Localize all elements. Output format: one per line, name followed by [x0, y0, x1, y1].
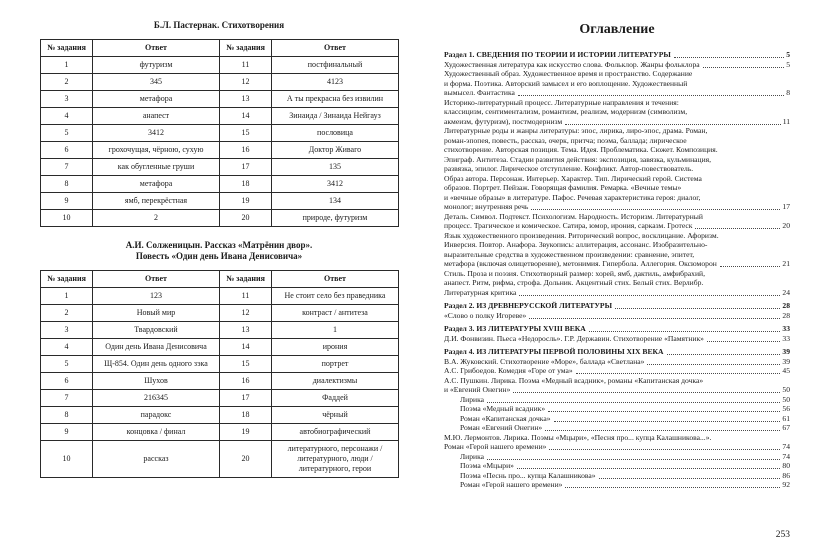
toc-text: процесс. Трагическое и комическое. Сатира, юмор, ирония, сарказм. Гротеск [444, 221, 693, 230]
answer-cell: 216345 [93, 390, 220, 407]
table-row [41, 441, 399, 478]
task-number-cell: 17 [220, 158, 272, 175]
table-row [41, 73, 399, 90]
dot-leader [519, 295, 780, 296]
toc-text: Роман «Герой нашего времени» [460, 480, 563, 489]
toc-entry [444, 357, 790, 367]
toc-entry [444, 334, 790, 344]
answer-cell: портрет [272, 356, 399, 373]
answer-cell: парадокс [93, 407, 220, 424]
toc-text: Раздел 4. ИЗ ЛИТЕРАТУРЫ ПЕРВОЙ ПОЛОВИНЫ XIX ВЕКА [444, 347, 664, 356]
dot-leader [565, 487, 780, 488]
toc-text: «Слово о полку Игореве» [444, 310, 527, 320]
toc-page-ref: 56 [782, 404, 790, 413]
answers-table [40, 39, 399, 227]
answer-cell: литературного, персонажи / литературного, люди / литературного, герои [272, 441, 399, 478]
toc-line: стихотворение. Авторская позиция. Тема. Идея. Проблематика. Сюжет. Композиция. [444, 145, 718, 154]
dot-leader [674, 57, 784, 58]
task-number-cell: 6 [41, 141, 93, 158]
toc-text: Роман «Евгений Онегин» [460, 423, 543, 432]
task-number-cell: 9 [41, 192, 93, 209]
toc-page-ref: 11 [782, 116, 790, 126]
toc-entry [444, 376, 790, 395]
table-row [41, 175, 399, 192]
toc-page-ref: 24 [782, 287, 790, 297]
toc-entry [444, 98, 790, 127]
answer-cell: контраст / антитеза [272, 305, 399, 322]
answer-cell: 123 [93, 288, 220, 305]
answer-cell: 4123 [272, 73, 399, 90]
task-number-cell: 11 [220, 288, 272, 305]
task-number-cell: 14 [220, 107, 272, 124]
toc-text: Поэма «Песнь про... купца Калашникова» [460, 470, 596, 480]
toc-page-ref: 5 [786, 50, 790, 59]
column-header: № задания [220, 271, 272, 288]
dot-leader [565, 124, 780, 125]
answer-cell: 3412 [93, 124, 220, 141]
toc-page-ref: 74 [782, 442, 790, 451]
task-number-cell: 20 [220, 209, 272, 226]
toc-entry [444, 414, 790, 424]
table-row [41, 192, 399, 209]
answer-cell: природе, футуризм [272, 209, 399, 226]
dot-leader [529, 318, 780, 319]
answer-cell: Зинаида / Зинаида Нейгауз [272, 107, 399, 124]
toc-entry [444, 126, 790, 212]
toc-text: Поэма «Мцыри» [460, 461, 514, 470]
task-number-cell: 18 [220, 407, 272, 424]
column-header: Ответ [93, 39, 220, 56]
answer-cell: концовка / финал [93, 424, 220, 441]
dot-leader [599, 478, 781, 479]
task-number-cell: 12 [220, 305, 272, 322]
toc-page-ref: 50 [782, 385, 790, 394]
table-title [40, 240, 398, 263]
toc-line [444, 117, 790, 127]
table-row [41, 424, 399, 441]
task-number-cell: 17 [220, 390, 272, 407]
answer-cell: пословица [272, 124, 399, 141]
toc-line [444, 442, 790, 452]
toc-line [444, 395, 790, 405]
task-number-cell: 4 [41, 107, 93, 124]
table-row [41, 356, 399, 373]
answer-table-block [40, 240, 398, 478]
task-number-cell: 14 [220, 339, 272, 356]
answer-cell: 2 [93, 209, 220, 226]
table-row [41, 107, 399, 124]
dot-leader [695, 228, 780, 229]
toc-text: Раздел 1. СВЕДЕНИЯ ПО ТЕОРИИ И ИСТОРИИ ЛИТЕРАТУРЫ [444, 50, 671, 59]
toc-line: классицизм, сентиментализм, романтизм, реализм, модернизм (символизм, [444, 107, 688, 116]
dot-leader [549, 449, 780, 450]
toc-page-ref: 33 [782, 333, 790, 343]
table-row [41, 158, 399, 175]
toc-line: и «вечные образы» в литературе. Пафос. Речевая характеристика героя: диалог, [444, 192, 701, 202]
table-head [41, 39, 399, 56]
task-number-cell: 3 [41, 90, 93, 107]
table-title [40, 20, 398, 32]
column-header: № задания [220, 39, 272, 56]
dot-leader [545, 430, 780, 431]
toc-page-ref: 21 [782, 259, 790, 268]
answer-cell: ямб, перекрёстная [93, 192, 220, 209]
answer-cell: ирония [272, 339, 399, 356]
task-number-cell: 15 [220, 356, 272, 373]
toc-entry [444, 404, 790, 414]
toc-page-ref: 28 [782, 301, 790, 310]
toc-line [444, 50, 790, 60]
toc-entry [444, 423, 790, 433]
task-number-cell: 7 [41, 390, 93, 407]
toc-line: и форма. Поэтика. Авторский замысел и его воплощение. Художественный [444, 78, 688, 88]
toc-text: вымысел. Фантастика [444, 88, 515, 97]
toc-line [444, 385, 790, 395]
table-row [41, 288, 399, 305]
toc-line: Литературные роды и жанры литературы: эпос, лирика, лиро-эпос, драма. Роман, [444, 126, 708, 135]
table-row [41, 141, 399, 158]
task-number-cell: 11 [220, 56, 272, 73]
toc-line [444, 452, 790, 462]
toc-page-ref: 39 [782, 347, 790, 356]
toc-line [444, 259, 790, 269]
toc-text: и «Евгений Онегин» [444, 385, 511, 394]
toc-page-ref: 45 [782, 366, 790, 375]
toc-entry [444, 395, 790, 405]
task-number-cell: 5 [41, 124, 93, 141]
toc-entry [444, 311, 790, 321]
answer-cell: футуризм [93, 56, 220, 73]
dot-leader [531, 209, 780, 210]
answer-cell: Шухов [93, 373, 220, 390]
table-title-line: Повесть «Один день Ивана Денисовича» [135, 251, 303, 262]
toc-text: В.А. Жуковский. Стихотворение «Море», баллада «Светлана» [444, 356, 645, 366]
toc-line [444, 288, 790, 298]
answer-cell: автобиографический [272, 424, 399, 441]
column-header: № задания [41, 39, 93, 56]
task-number-cell: 19 [220, 424, 272, 441]
task-number-cell: 7 [41, 158, 93, 175]
toc-line: роман-эпопея, повесть, рассказ, очерк, притча; поэма, баллада; лирическое [444, 135, 687, 145]
toc-text: Поэма «Медный всадник» [460, 404, 546, 413]
toc-page-ref: 50 [782, 394, 790, 404]
task-number-cell: 8 [41, 407, 93, 424]
task-number-cell: 16 [220, 141, 272, 158]
toc-text: А.С. Грибоедов. Комедия «Горе от ума» [444, 366, 573, 375]
task-number-cell: 9 [41, 424, 93, 441]
answer-cell: 345 [93, 73, 220, 90]
toc-entry [444, 471, 790, 481]
dot-leader [487, 402, 780, 403]
toc-entry [444, 347, 790, 357]
dot-leader [576, 373, 781, 374]
task-number-cell: 2 [41, 305, 93, 322]
toc-line [444, 480, 790, 490]
toc-page-ref: 80 [782, 461, 790, 470]
toc-line [444, 423, 790, 433]
toc-line [444, 324, 790, 334]
toc-text: Роман «Герой нашего времени» [444, 442, 547, 451]
toc-page-ref: 92 [782, 480, 790, 489]
answer-cell: как обугленные груши [93, 158, 220, 175]
answer-cell: 3412 [272, 175, 399, 192]
toc-page-ref: 5 [786, 59, 790, 69]
task-number-cell: 6 [41, 373, 93, 390]
toc-line: М.Ю. Лермонтов. Лирика. Поэмы «Мцыри», «Песня про... купца Калашникова...». [444, 432, 712, 442]
task-number-cell: 16 [220, 373, 272, 390]
toc-line: выразительные средства в художественном произведении: сравнение, эпитет, [444, 249, 695, 259]
toc-text: Лирика [460, 451, 485, 461]
table-row [41, 407, 399, 424]
table-head [41, 271, 399, 288]
toc-line [444, 301, 790, 311]
answer-cell: Не стоит село без праведника [272, 288, 399, 305]
task-number-cell: 13 [220, 322, 272, 339]
toc-page-ref: 86 [782, 470, 790, 480]
answer-cell: грохочущая, чёрною, сухую [93, 141, 220, 158]
task-number-cell: 5 [41, 356, 93, 373]
toc-line: Язык художественного произведения. Риторический вопрос, восклицание. Афоризм. [444, 230, 719, 240]
toc-page-ref: 28 [782, 310, 790, 320]
task-number-cell: 4 [41, 339, 93, 356]
page-number: 253 [775, 530, 790, 540]
dot-leader [703, 67, 785, 68]
column-header: Ответ [93, 271, 220, 288]
toc-line [444, 366, 790, 376]
table-row [41, 305, 399, 322]
toc-line: Инверсия. Повтор. Анафора. Звукопись: аллитерация, ассонанс. Изобразительно- [444, 240, 708, 249]
dot-leader [517, 468, 780, 469]
toc-line [444, 471, 790, 481]
toc-line [444, 414, 790, 424]
answer-cell: метафора [93, 175, 220, 192]
toc-text: Художественная литература как искусство слова. Фольклор. Жанры фольклора [444, 59, 700, 69]
task-number-cell: 3 [41, 322, 93, 339]
table-title-line: Б.Л. Пастернак. Стихотворения [153, 20, 285, 30]
answer-cell: Новый мир [93, 305, 220, 322]
answer-cell: 135 [272, 158, 399, 175]
table-header-row [41, 271, 399, 288]
toc-line: Эпиграф. Антитеза. Стадии развития действия: экспозиция, завязка, кульминация, [444, 154, 712, 164]
toc-line [444, 334, 790, 344]
task-number-cell: 1 [41, 288, 93, 305]
toc-line [444, 357, 790, 367]
toc-text: акмеизм, футуризм), постмодернизм [444, 116, 563, 126]
dot-leader [554, 421, 781, 422]
answer-cell: анапест [93, 107, 220, 124]
task-number-cell: 20 [220, 441, 272, 478]
task-number-cell: 2 [41, 73, 93, 90]
dot-leader [720, 266, 781, 267]
toc-page-ref: 8 [786, 88, 790, 97]
task-number-cell: 10 [41, 209, 93, 226]
column-header: Ответ [272, 271, 399, 288]
toc-line: анапест. Ритм, рифма, строфа. Дольник. Акцентный стих. Белый стих. Верлибр. [444, 278, 704, 287]
toc-list [444, 50, 790, 490]
dot-leader [667, 354, 781, 355]
table-title-line: А.И. Солженицын. Рассказ «Матрёнин двор». [125, 239, 313, 250]
toc-page-ref: 67 [782, 423, 790, 432]
table-row [41, 56, 399, 73]
task-number-cell: 12 [220, 73, 272, 90]
answer-cell: постфинальный [272, 56, 399, 73]
table-row [41, 90, 399, 107]
toc-entry [444, 461, 790, 471]
answers-column [40, 20, 398, 478]
task-number-cell: 8 [41, 175, 93, 192]
toc-entry [444, 50, 790, 60]
toc-entry [444, 212, 790, 231]
toc-text: монолог; внутренняя речь [444, 202, 529, 211]
toc-line: образов. Портрет. Пейзаж. Говорящая фамилия. Ремарка. «Вечные темы» [444, 183, 682, 192]
task-number-cell: 13 [220, 90, 272, 107]
toc-line: Стиль. Проза и поэзия. Стихотворный размер: хорей, ямб, дактиль, амфибрахий, [444, 268, 705, 278]
table-row [41, 373, 399, 390]
answer-cell: Доктор Живаго [272, 141, 399, 158]
answer-cell: 134 [272, 192, 399, 209]
toc-page-ref: 17 [782, 202, 790, 211]
toc-text: Раздел 2. ИЗ ДРЕВНЕРУССКОЙ ЛИТЕРАТУРЫ [444, 301, 613, 310]
toc-line [444, 221, 790, 231]
toc-line [444, 461, 790, 471]
answer-cell: А ты прекрасна без извилин [272, 90, 399, 107]
toc-title: Оглавление [579, 22, 655, 37]
table-row [41, 322, 399, 339]
answer-cell: Щ-854. Один день одного зэка [93, 356, 220, 373]
toc-line [444, 404, 790, 414]
toc-text: Д.И. Фонвизин. Пьеса «Недоросль». Г.Р. Державин. Стихотворение «Памятник» [444, 333, 704, 343]
toc-line: Образ автора. Персонаж. Интерьер. Характер. Тип. Лирический герой. Система [444, 173, 702, 183]
task-number-cell: 18 [220, 175, 272, 192]
toc-text: Раздел 3. ИЗ ЛИТЕРАТУРЫ XVIII ВЕКА [444, 324, 586, 333]
toc-text: Лирика [460, 394, 485, 404]
toc-line [444, 202, 790, 212]
toc-page-ref: 39 [782, 356, 790, 366]
table-row [41, 339, 399, 356]
dot-leader [548, 411, 780, 412]
toc-line: А.С. Пушкин. Лирика. Поэма «Медный всадник», романы «Капитанская дочка» [444, 375, 704, 385]
answer-cell: диалектизмы [272, 373, 399, 390]
answer-cell: Твардовский [93, 322, 220, 339]
toc-entry [444, 69, 790, 98]
dot-leader [513, 392, 780, 393]
toc-line: Историко-литературный процесс. Литературные направления и течения: [444, 97, 679, 107]
answer-cell: Один день Ивана Денисовича [93, 339, 220, 356]
toc-entry [444, 433, 790, 452]
dot-leader [589, 331, 781, 332]
column-header: Ответ [272, 39, 399, 56]
toc-entry [444, 366, 790, 376]
answer-cell: Фаддей [272, 390, 399, 407]
table-row [41, 209, 399, 226]
table-body [41, 288, 399, 478]
toc-text: Роман «Капитанская дочка» [460, 413, 551, 423]
task-number-cell: 1 [41, 56, 93, 73]
toc-text: Литературная критика [444, 287, 517, 297]
dot-leader [487, 459, 780, 460]
toc-entry [444, 301, 790, 311]
toc-line: Деталь. Символ. Подтекст. Психологизм. Народность. Историзм. Литературный [444, 211, 703, 221]
toc-entry [444, 452, 790, 462]
toc-page-ref: 74 [782, 451, 790, 461]
toc-entry [444, 324, 790, 334]
answer-cell: метафора [93, 90, 220, 107]
table-row [41, 390, 399, 407]
task-number-cell: 19 [220, 192, 272, 209]
toc-line [444, 60, 790, 70]
toc-page-ref: 20 [782, 221, 790, 230]
answers-table [40, 270, 399, 478]
toc-line [444, 88, 790, 98]
dot-leader [615, 308, 780, 309]
toc-line: развязка, эпилог. Лирическое отступление. Конфликт. Автор-повествователь. [444, 164, 694, 173]
toc-page-ref: 33 [782, 324, 790, 333]
toc-entry [444, 60, 790, 70]
dot-leader [707, 341, 780, 342]
toc-line [444, 347, 790, 357]
column-header: № задания [41, 271, 93, 288]
toc-entry [444, 231, 790, 269]
dot-leader [518, 95, 784, 96]
toc-text: метафора (включая олицетворение), метонимия. Гипербола. Аллегория. Оксюморон [444, 259, 717, 268]
answer-table-block [40, 20, 398, 227]
table-row [41, 124, 399, 141]
toc-entry [444, 269, 790, 298]
dot-leader [647, 364, 780, 365]
table-header-row [41, 39, 399, 56]
task-number-cell: 10 [41, 441, 93, 478]
toc-line [444, 311, 790, 321]
answer-cell: чёрный [272, 407, 399, 424]
toc-line: Художественный образ. Художественное время и пространство. Содержание [444, 69, 693, 78]
toc-entry [444, 480, 790, 490]
answer-cell: рассказ [93, 441, 220, 478]
answer-cell: 1 [272, 322, 399, 339]
task-number-cell: 15 [220, 124, 272, 141]
page-right [410, 0, 820, 553]
table-body [41, 56, 399, 226]
toc-page-ref: 61 [782, 413, 790, 423]
